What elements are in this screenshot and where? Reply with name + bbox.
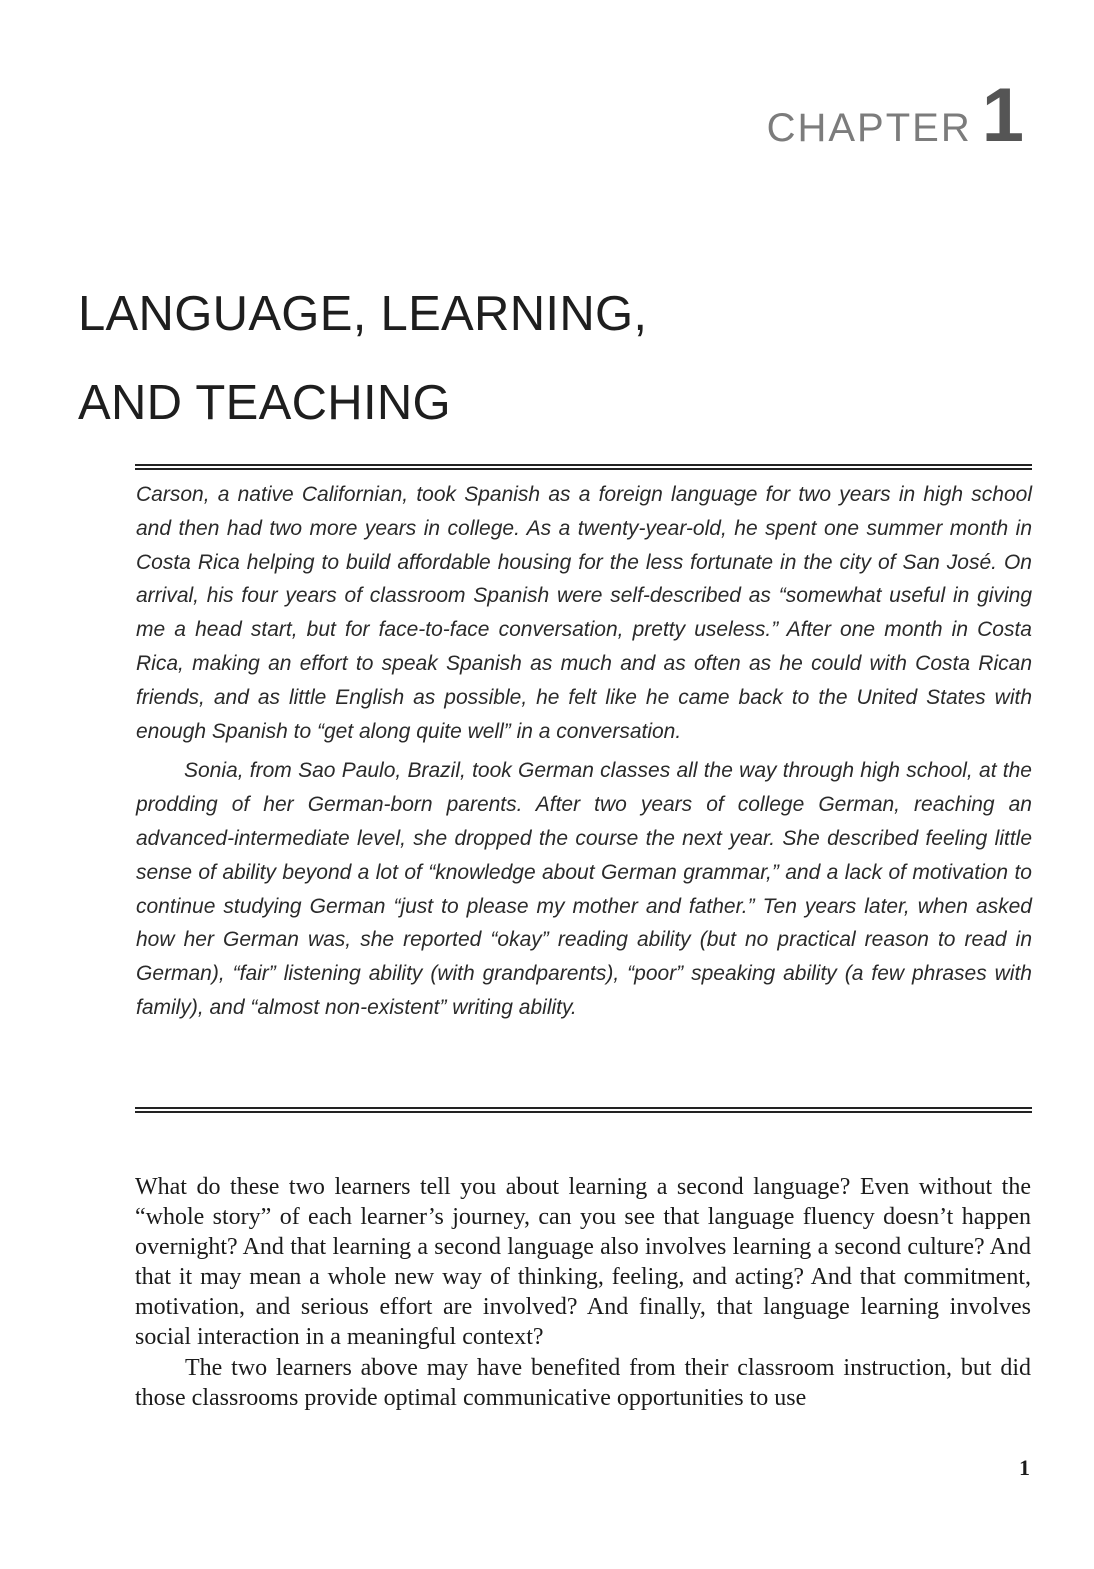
vignette-bottom-rule xyxy=(135,1107,1032,1113)
chapter-label: CHAPTER xyxy=(766,106,972,150)
chapter-number: 1 xyxy=(981,73,1024,158)
chapter-title xyxy=(78,270,647,448)
chapter-heading xyxy=(766,73,1024,158)
body-paragraph: The two learners above may have benefited from their classroom instruction, but did those classrooms provide optimal communicative opportunities to use xyxy=(135,1354,1031,1411)
chapter-title-line-1: LANGUAGE, LEARNING, xyxy=(78,287,648,341)
body-text xyxy=(135,1172,1031,1413)
opening-vignette xyxy=(136,478,1032,1031)
vignette-paragraph-carson: Carson, a native Californian, took Spanish as a foreign language for two years in high school and then had two more years in college. As a twenty-year-old, he spent one summer month in Costa Rica helping to build affordable housing for the less fortunate in the city of San José. On arrival, his four years of classroom Spanish were self-described as “somewhat useful in giving me a head start, but for face-to-face conversation, pretty useless.” After one month in Costa Rica, making an effort to speak Spanish as much and as often as he could with Costa Rican friends, and as little English as possible, he felt like he came back to the United States with enough Spanish to “get along quite well” in a conversation. xyxy=(136,483,1032,743)
page-number: 1 xyxy=(1019,1455,1030,1480)
chapter-title-line-2: AND TEACHING xyxy=(78,376,451,430)
vignette-paragraph-sonia: Sonia, from Sao Paulo, Brazil, took German classes all the way through high school, at the prodding of her German-born parents. After two years of college German, reaching an advanced-intermediate level, she dropped the course the next year. She described feeling little sense of ability beyond a lot of “knowledge about German grammar,” and a lack of motivation to continue studying German “just to please my mother and father.” Ten years later, when asked how her German was, she reported “okay” reading ability (but no practical reason to read in German), “fair” listening ability (with grandparents), “poor” speaking ability (a few phrases with family), and “almost non-existent” writing ability. xyxy=(136,759,1032,1019)
vignette-top-rule xyxy=(135,464,1032,470)
body-paragraph: What do these two learners tell you about learning a second language? Even without the “whole story” of each learner’s journey, can you see that language fluency doesn’t happen overnight? And that learning a second language also involves learning a second culture? And that it may mean a whole new way of thinking, feeling, and acting? And that commitment, motivation, and serious effort are involved? And finally, that language learning involves social interaction in a meaningful context? xyxy=(135,1174,1031,1351)
